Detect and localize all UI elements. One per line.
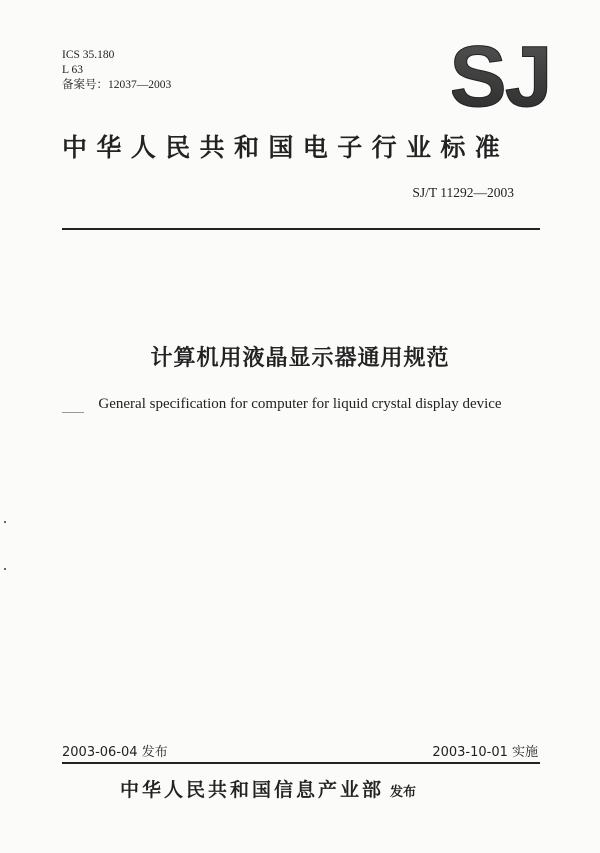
logo-text: SJ bbox=[452, 36, 548, 116]
issuer-line bbox=[120, 775, 416, 802]
standard-number: SJ/T 11292—2003 bbox=[412, 185, 514, 200]
bottom-divider bbox=[62, 762, 540, 764]
document-title-chinese: 计算机用液晶显示器通用规范 bbox=[150, 346, 450, 371]
issuer-organization: 中华人民共和国信息产业部 bbox=[120, 779, 385, 801]
scan-dot bbox=[4, 568, 6, 570]
sj-logo bbox=[452, 36, 548, 116]
scan-artifact bbox=[62, 412, 84, 413]
implementation-date: 2003-10-01 实施 bbox=[432, 745, 538, 760]
ics-code: ICS 35.180 bbox=[62, 49, 115, 61]
document-title-english: General specification for computer for liquid crystal display device bbox=[98, 396, 502, 412]
standard-title: 中华人民共和国电子行业标准 bbox=[62, 133, 510, 162]
scan-dot bbox=[4, 521, 6, 523]
filing-number: 备案号：12037—2003 bbox=[62, 79, 172, 91]
issuer-suffix: 发布 bbox=[390, 785, 417, 800]
top-divider bbox=[62, 228, 540, 230]
issue-date: 2003-06-04 发布 bbox=[62, 745, 168, 760]
clc-code: L 63 bbox=[62, 64, 83, 76]
